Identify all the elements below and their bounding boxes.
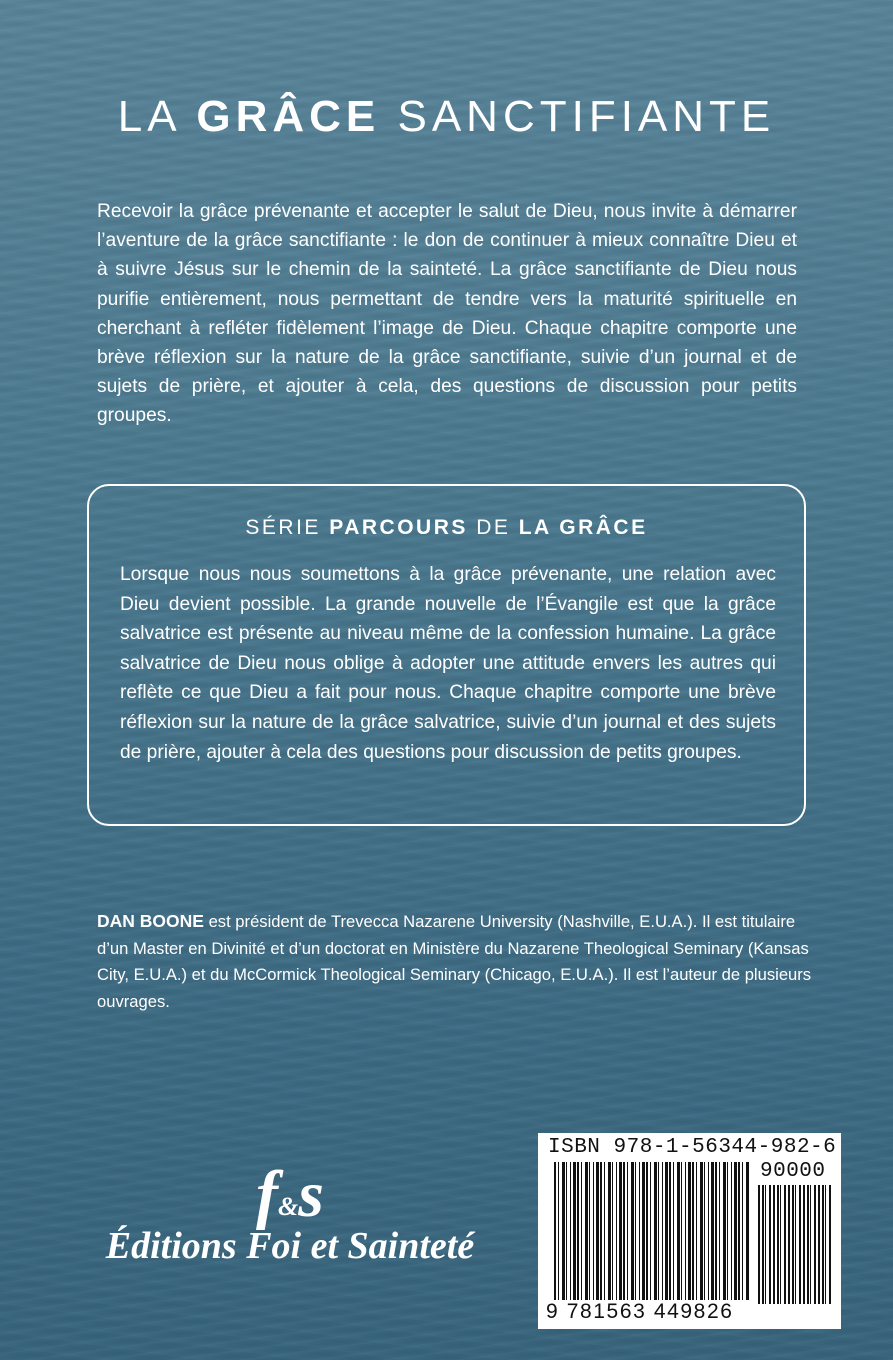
barcode-addon-bars [758, 1185, 833, 1304]
publisher-mark [80, 1160, 500, 1230]
barcode-addon-text: 90000 [760, 1160, 826, 1183]
title-part-grace: GRÂCE [196, 92, 381, 141]
barcode-digits: 9 781563 449826 [546, 1300, 756, 1324]
logo-amp: & [278, 1192, 299, 1221]
publisher-logo [80, 1160, 500, 1268]
series-description: Lorsque nous nous soumettons à la grâce prévenante, une relation avec Dieu devient possible. La grande nouvelle de l’Évangile est que la grâce salvatrice est présente au niveau même de la confession humaine. La grâce salvatrice de Dieu nous oblige à adopter une attitude envers les autres qui reflète ce que Dieu a fait pour nous. Chaque chapitre comporte une brève réflexion sur la nature de la grâce salvatrice, suivie d’un journal et des sujets de prière, ajouter à cela des questions pour discussion de petits groupes. [120, 564, 776, 763]
title-part-la: LA [117, 92, 197, 141]
isbn-text: ISBN 978-1-56344-982-6 [548, 1136, 837, 1159]
author-name: DAN BOONE [97, 911, 204, 931]
barcode-bars [554, 1162, 749, 1304]
author-bio [97, 908, 827, 1015]
logo-s: s [298, 1158, 324, 1231]
logo-f: f [256, 1158, 279, 1231]
series-title [89, 516, 804, 540]
series-word-serie: SÉRIE [245, 516, 330, 539]
author-bio-text: est président de Trevecca Nazarene University (Nashville, E.U.A.). Il est titulaire d’un Master en Divinité et d’un doctorat en Ministère du Nazarene Theological Seminary (Kansas City, E.U.A.) et du McCormick Theological Seminary (Chicago, E.U.A.). Il est l’auteur de plusieurs ouvrages. [97, 912, 812, 1011]
series-box [87, 484, 806, 826]
series-word-parcours: PARCOURS [329, 516, 468, 539]
intro-paragraph: Recevoir la grâce prévenante et accepter le salut de Dieu, nous invite à démarrer l’aventure de la grâce sanctifiante : le don de continuer à mieux connaître Dieu et à suivre Jésus sur le chemin de la sainteté. La grâce sanctifiante de Dieu nous purifie entièrement, nous permettant de tendre vers la maturité spirituelle en cherchant à refléter fidèlement l’image de Dieu. Chaque chapitre comporte une brève réflexion sur la nature de la grâce sanctifiante, suivie d’un journal et de sujets de prière, et ajouter à cela, des questions de discussion pour petits groupes. [97, 201, 797, 427]
book-title [0, 92, 893, 142]
isbn-barcode [538, 1133, 841, 1329]
series-word-de: DE [467, 516, 519, 539]
series-word-la-grace: LA GRÂCE [518, 516, 648, 539]
publisher-name: Éditions Foi et Sainteté [105, 1225, 475, 1267]
title-part-sanctifiante: SANCTIFIANTE [380, 92, 776, 141]
